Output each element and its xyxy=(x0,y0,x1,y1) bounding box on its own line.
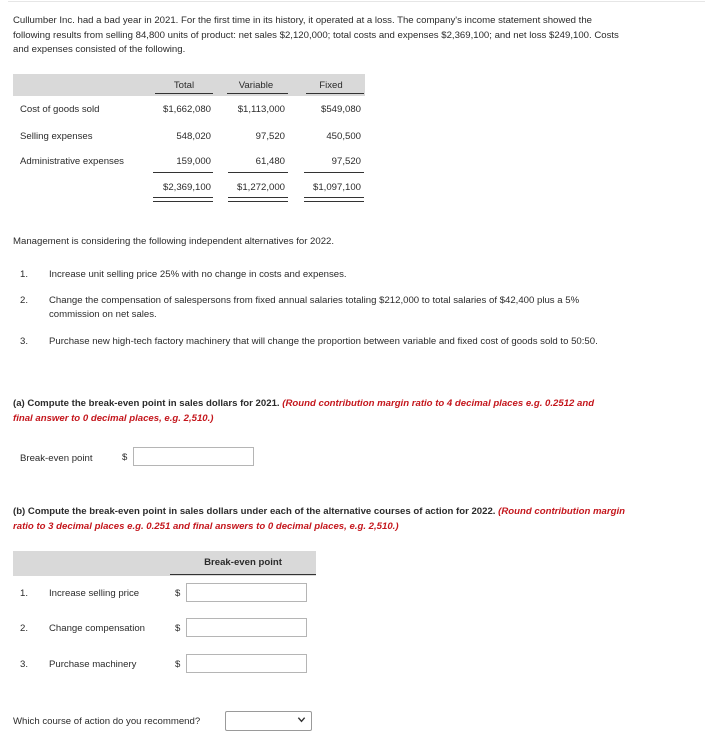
alternative-item xyxy=(20,335,640,363)
break-even-2021-input[interactable] xyxy=(133,447,254,466)
cell-grand-variable: $1,272,000 xyxy=(236,182,285,193)
alternative-number: 3. xyxy=(20,336,29,347)
part-b-row-num: 1. xyxy=(20,588,29,599)
part-b-row-currency: $ xyxy=(175,623,181,634)
row-label-cogs: Cost of goods sold xyxy=(20,104,100,115)
cell-selling-fixed: 450,500 xyxy=(326,131,361,142)
alternative-item xyxy=(20,268,640,282)
cell-cogs-variable: $1,113,000 xyxy=(237,104,285,115)
col-header-fixed: Fixed xyxy=(319,80,343,91)
part-a-question xyxy=(13,397,613,426)
alternative-text: Change the compensation of salespersons from fixed annual salaries totaling $212,000 to total salaries of $42,400 plus a 5% commission on net sales. xyxy=(49,295,580,320)
sum-line xyxy=(153,172,213,173)
chevron-down-icon xyxy=(297,715,306,727)
col-header-variable: Variable xyxy=(238,80,274,91)
cell-selling-total: 548,020 xyxy=(176,131,211,142)
part-b-question-text: (b) Compute the break-even point in sales dollars under each of the alternative courses of action for 2022. xyxy=(13,506,496,517)
cell-grand-total: $2,369,100 xyxy=(162,182,211,193)
part-b-row-num: 2. xyxy=(20,623,29,634)
part-b-row-label: Increase selling price xyxy=(49,588,140,599)
cell-selling-variable: 97,520 xyxy=(255,131,285,142)
part-b-col-header: Break-even point xyxy=(204,557,282,568)
recommend-select[interactable] xyxy=(225,711,312,731)
part-a-instruction: (Round contribution margin ratio to 4 decimal places e.g. 0.2512 and final answer to 0 decimal places, e.g. 2,510.) xyxy=(13,398,595,424)
col-header-underline xyxy=(227,93,288,94)
part-b-instruction: (Round contribution margin ratio to 3 decimal places e.g. 0.251 and final answers to 0 decimal places, e.g. 2,510.) xyxy=(13,506,625,532)
cell-admin-total: 159,000 xyxy=(176,156,211,167)
part-b-row-currency: $ xyxy=(175,659,181,670)
part-b-header-underline xyxy=(170,574,316,575)
break-even-change-compensation-input[interactable] xyxy=(186,618,307,637)
part-a-currency: $ xyxy=(122,452,128,463)
alternative-number: 1. xyxy=(20,269,29,280)
problem-intro: Cullumber Inc. had a bad year in 2021. For the first time in its history, it operated at a loss. The company's income statement showed the following results from selling 84,800 units of product: net sales $2,120,000; total costs and expenses $2,369,100; and net loss $249,100. Costs and expenses consisted of the following. xyxy=(13,15,619,55)
part-b-row-currency: $ xyxy=(175,588,181,599)
cell-admin-fixed: 97,520 xyxy=(331,156,361,167)
cell-cogs-fixed: $549,080 xyxy=(320,104,361,115)
alternative-text: Increase unit selling price 25% with no change in costs and expenses. xyxy=(49,269,347,280)
top-divider xyxy=(8,1,705,2)
sum-line xyxy=(304,172,364,173)
part-b-row-num: 3. xyxy=(20,659,29,670)
row-label-admin: Administrative expenses xyxy=(20,156,124,167)
cell-cogs-total: $1,662,080 xyxy=(162,104,211,115)
cell-admin-variable: 61,480 xyxy=(255,156,285,167)
alternatives-intro: Management is considering the following independent alternatives for 2022. xyxy=(13,236,335,247)
recommend-question: Which course of action do you recommend? xyxy=(13,716,201,727)
double-underline xyxy=(153,197,213,202)
alternative-number: 2. xyxy=(20,295,29,306)
break-even-purchase-machinery-input[interactable] xyxy=(186,654,307,673)
col-header-underline xyxy=(155,93,213,94)
part-b-question xyxy=(13,505,633,534)
sum-line xyxy=(228,172,288,173)
part-b-row-label: Change compensation xyxy=(49,623,146,634)
row-label-selling: Selling expenses xyxy=(20,131,93,142)
col-header-underline xyxy=(306,93,364,94)
part-b-row-label: Purchase machinery xyxy=(49,659,137,670)
alternative-text: Purchase new high-tech factory machinery that will change the proportion between variable and fixed cost of goods sold to 50:50. xyxy=(49,336,598,347)
double-underline xyxy=(304,197,364,202)
part-a-label: Break-even point xyxy=(20,453,93,464)
alternative-item xyxy=(20,294,640,322)
cell-grand-fixed: $1,097,100 xyxy=(312,182,361,193)
part-a-question-text: (a) Compute the break-even point in sales dollars for 2021. xyxy=(13,398,280,409)
double-underline xyxy=(228,197,288,202)
break-even-increase-price-input[interactable] xyxy=(186,583,307,602)
col-header-total: Total xyxy=(173,80,195,91)
